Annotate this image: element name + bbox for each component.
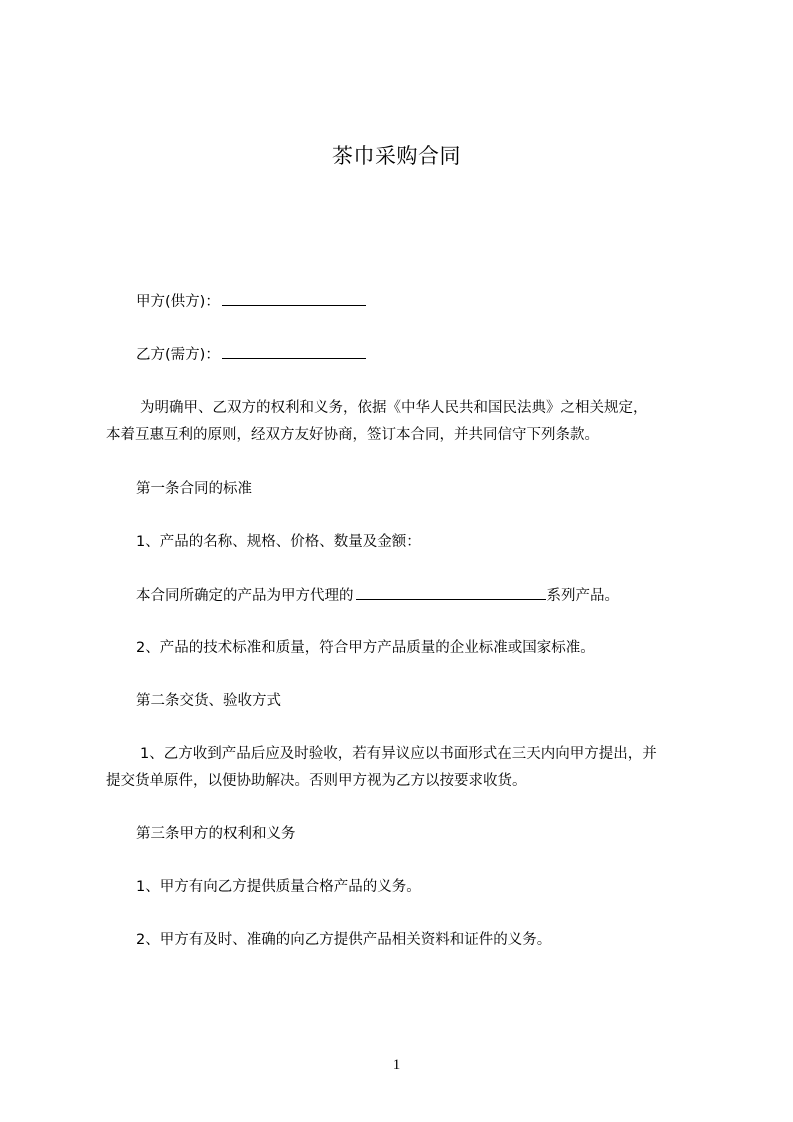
- party-a-label: 甲方(供方)：: [136, 294, 220, 310]
- article1-item2: 2、产品的技术标准和质量，符合甲方产品质量的企业标准或国家标准。: [136, 640, 595, 656]
- article2-item1-line-1: 1、乙方收到产品后应及时验收，若有异议应以书面形式在三天内向甲方提出，并: [140, 746, 657, 762]
- article2-heading: 第二条交货、验收方式: [136, 693, 281, 709]
- article1-item1: 1、产品的名称、规格、价格、数量及金额：: [136, 534, 421, 550]
- article3-item1: 1、甲方有向乙方提供质量合格产品的义务。: [136, 879, 421, 895]
- intro-line-1: 为明确甲、乙双方的权利和义务，依据《中华人民共和国民法典》之相关规定，: [140, 400, 648, 416]
- intro-line-2: 本着互惠互利的原则，经双方友好协商，签订本合同，并共同信守下列条款。: [106, 427, 599, 443]
- party-b-line: [136, 344, 366, 365]
- party-a-line: [136, 291, 366, 312]
- article2-item1-line-2: 提交货单原件，以便协助解决。否则甲方视为乙方以按要求收货。: [106, 773, 527, 789]
- article1-product-prefix: 本合同所确定的产品为甲方代理的: [136, 588, 354, 604]
- page-number: 1: [392, 1057, 401, 1073]
- party-b-label: 乙方(需方)：: [136, 347, 220, 363]
- document-title: 茶巾采购合同: [332, 144, 461, 168]
- article3-item2: 2、甲方有及时、准确的向乙方提供产品相关资料和证件的义务。: [136, 932, 552, 948]
- party-a-blank: [222, 291, 366, 306]
- article1-product-suffix: 系列产品。: [546, 588, 619, 604]
- product-series-blank: [356, 585, 546, 600]
- article1-heading: 第一条合同的标准: [136, 481, 252, 497]
- article3-heading: 第三条甲方的权利和义务: [136, 826, 296, 842]
- party-b-blank: [222, 344, 366, 359]
- article1-product-line: [136, 585, 619, 606]
